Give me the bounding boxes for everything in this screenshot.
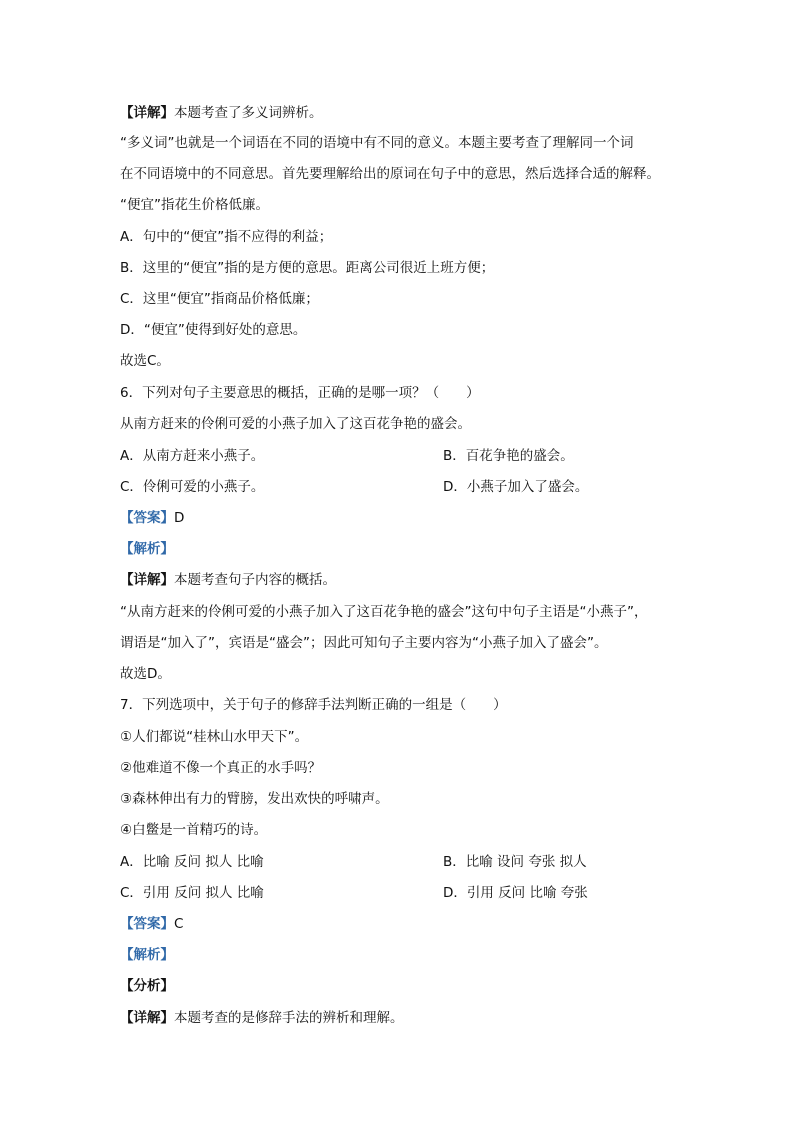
q5-paragraph-2: 在不同语境中的不同意思。首先要理解给出的原词在句子中的意思，然后选择合适的解释。 — [120, 166, 660, 182]
answer-value: C — [174, 916, 184, 932]
q6-paragraph-1: “从南方赶来的伶俐可爱的小燕子加入了这百花争艳的盛会”这句中句子主语是“小燕子”， — [120, 604, 648, 620]
q5-paragraph-1: “多义词”也就是一个词语在不同的语境中有不同的意义。本题主要考查了理解同一个词 — [120, 135, 634, 151]
q6-choose: 故选D。 — [120, 666, 171, 682]
q6-paragraph-2: 谓语是“加入了”，宾语是“盛会”；因此可知句子主要内容为“小燕子加入了盛会”。 — [120, 635, 608, 651]
q6-option-a: A．从南方赶来小燕子。 — [120, 448, 265, 464]
detail-text: 本题考查句子内容的概括。 — [174, 572, 336, 588]
q7-option-a: A．比喻 反问 拟人 比喻 — [120, 854, 264, 870]
q7-option-c: C．引用 反问 拟人 比喻 — [120, 885, 264, 901]
q6-sentence: 从南方赶来的伶俐可爱的小燕子加入了这百花争艳的盛会。 — [120, 416, 471, 432]
detail-tag: 【详解】 — [120, 1010, 174, 1026]
q7-fenxi-tag: 【分析】 — [120, 978, 174, 994]
q7-option-b: B．比喻 设问 夸张 拟人 — [443, 854, 587, 870]
detail-text: 本题考查了多义词辨析。 — [174, 105, 323, 121]
q6-option-d: D．小燕子加入了盛会。 — [443, 479, 589, 495]
q7-answer-line — [120, 915, 183, 933]
q5-choose: 故选C。 — [120, 353, 170, 369]
detail-tag: 【详解】 — [120, 105, 174, 121]
q7-sentence-1: ①人们都说“桂林山水甲天下”。 — [120, 729, 309, 745]
q6-detail-line — [120, 571, 336, 589]
q5-paragraph-3: “便宜”指花生价格低廉。 — [120, 197, 269, 213]
q6-stem: 6．下列对句子主要意思的概括，正确的是哪一项？（ ） — [120, 385, 480, 401]
q7-option-d: D．引用 反问 比喻 夸张 — [443, 885, 588, 901]
q6-analysis-tag: 【解析】 — [120, 541, 174, 557]
q6-answer-line — [120, 509, 184, 527]
q5-explain-d: D．“便宜”使得到好处的意思。 — [120, 322, 307, 338]
answer-tag: 【答案】 — [120, 510, 174, 526]
q6-option-c: C．伶俐可爱的小燕子。 — [120, 479, 265, 495]
q7-sentence-3: ③森林伸出有力的臂膀，发出欢快的呼啸声。 — [120, 791, 389, 807]
q7-detail-line — [120, 1009, 404, 1027]
detail-tag: 【详解】 — [120, 572, 174, 588]
q6-option-b: B．百花争艳的盛会。 — [443, 448, 574, 464]
q7-stem: 7．下列选项中，关于句子的修辞手法判断正确的一组是（ ） — [120, 697, 507, 713]
q7-analysis-tag: 【解析】 — [120, 947, 174, 963]
answer-tag: 【答案】 — [120, 916, 174, 932]
q5-explain-b: B．这里的“便宜”指的是方便的意思。距离公司很近上班方便； — [120, 260, 495, 276]
q5-explain-a: A．句中的“便宜”指不应得的利益； — [120, 229, 333, 245]
answer-value: D — [174, 510, 185, 526]
detail-text: 本题考查的是修辞手法的辨析和理解。 — [174, 1010, 404, 1026]
q5-explain-c: C．这里“便宜”指商品价格低廉； — [120, 291, 319, 307]
q7-sentence-4: ④白鳖是一首精巧的诗。 — [120, 822, 268, 838]
q5-detail-line — [120, 104, 323, 122]
q7-sentence-2: ②他难道不像一个真正的水手吗？ — [120, 760, 322, 776]
